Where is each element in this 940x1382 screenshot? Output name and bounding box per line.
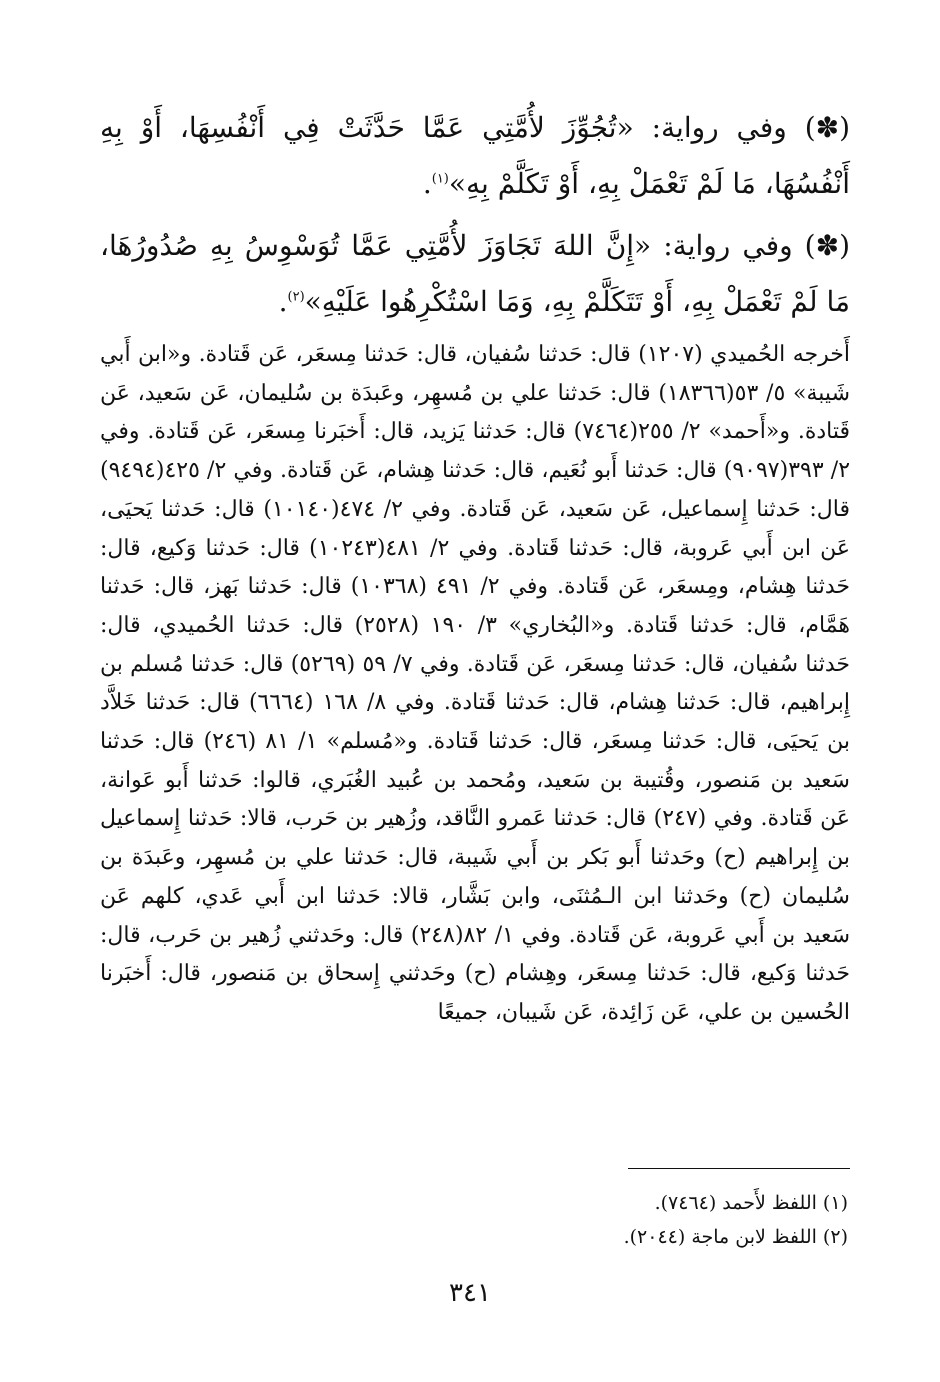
hadith-variant-1: (✽) وفي رواية: «تُجُوِّزَ لأُمَّتِي عَمَّا حَدَّثَتْ فِي أَنْفُسِهَا، أَوْ بِهِ أَنْفُسُهَا، مَا لَمْ تَعْمَلْ بِهِ، أَوْ تَكَلَّمْ بِهِ»$^{(١)}$. <box>100 111 850 200</box>
hadith-variant-1-text: (✽) وفي رواية: «تُجُوِّزَ لأُمَّتِي عَمَّا حَدَّثَتْ فِي أَنْفُسِهَا، أَوْ بِهِ أَنْفُسُهَا، مَا لَمْ تَعْمَلْ بِهِ، أَوْ تَكَلَّمْ بِهِ» <box>100 111 850 200</box>
footnote-ref-1: (١) <box>431 171 449 187</box>
hadith-variant-2: (✽) وفي رواية: «إِنَّ اللهَ تَجَاوَزَ لأُمَّتِي عَمَّا تُوَسْوِسُ بِهِ صُدُورُهَا، مَا لَمْ تَعْمَلْ بِهِ، أَوْ تَتَكَلَّمْ بِهِ، وَمَا اسْتُكْرِهُوا عَلَيْهِ»$^{(٢)}$. <box>100 229 850 318</box>
footnote-2: (٢) اللفظ لابن ماجة (٢٠٤٤). <box>623 1226 848 1248</box>
hadith-variant-2-text: (✽) وفي رواية: «إِنَّ اللهَ تَجَاوَزَ لأُمَّتِي عَمَّا تُوَسْوِسُ بِهِ صُدُورُهَا، مَا لَمْ تَعْمَلْ بِهِ، أَوْ تَتَكَلَّمْ بِهِ، وَمَا اسْتُكْرِهُوا عَلَيْهِ» <box>100 229 850 318</box>
page-number: ٣٤١ <box>449 1278 491 1308</box>
main-text <box>100 100 850 1033</box>
footnotes <box>100 1186 848 1254</box>
footnote-1: (١) اللفظ لأَحمد (٧٤٦٤). <box>654 1192 848 1214</box>
footnote-ref-2: (٢) <box>287 289 305 305</box>
takhrij-paragraph: أَخرجه الحُميدي (١٢٠٧) قال: حَدثنا سُفيان، قال: حَدثنا مِسعَر، عَن قَتادة. و«ابن أَبي شَيبة» ٥/ ٥٣(١٨٣٦٦) قال: حَدثنا علي بن مُسهِر، وعَبدَة بن سُليمان، عَن سَعيد، عَن قَتادة. و«أَحمد» ٢/ ٢٥٥(٧٤٦٤) قال: حَدثنا يَزيد، قال: أَخبَرنا مِسعَر، عَن قَتادة. وفي ٢/ ٣٩٣(٩٠٩٧) قال: حَدثنا أَبو نُعَيم، قال: حَدثنا هِشام، عَن قَتادة. وفي ٢/ ٤٢٥(٩٤٩٤) قال: حَدثنا إِسماعيل، عَن سَعيد، عَن قَتادة. وفي ٢/ ٤٧٤(١٠١٤٠) قال: حَدثنا يَحيَى، عَن ابن أَبي عَروبة، قال: حَدثنا قَتادة. وفي ٢/ ٤٨١(١٠٢٤٣) قال: حَدثنا وَكيع، قال: حَدثنا هِشام، ومِسعَر، عَن قَتادة. وفي ٢/ ٤٩١ (١٠٣٦٨) قال: حَدثنا بَهز، قال: حَدثنا هَمَّام، قال: حَدثنا قَتادة. و«البُخاري» ٣/ ١٩٠ (٢٥٢٨) قال: حَدثنا الحُميدي، قال: حَدثنا سُفيان، قال: حَدثنا مِسعَر، عَن قَتادة. وفي ٧/ ٥٩ (٥٢٦٩) قال: حَدثنا مُسلم بن إِبراهيم، قال: حَدثنا هِشام، قال: حَدثنا قَتادة. وفي ٨/ ١٦٨ (٦٦٦٤) قال: حَدثنا خَلاَّد بن يَحيَى، قال: حَدثنا مِسعَر، قال: حَدثنا قَتادة. و«مُسلم» ١/ ٨١ (٢٤٦) قال: حَدثنا سَعيد بن مَنصور، وقُتيبة بن سَعيد، ومُحمد بن عُبيد الغُبَري، قالوا: حَدثنا أَبو عَوانة، عَن قَتادة. وفي (٢٤٧) قال: حَدثنا عَمرو النَّاقد، وزُهير بن حَرب، قالا: حَدثنا إِسماعيل بن إِبراهيم (ح) وحَدثنا أَبو بَكر بن أَبي شَيبة، قال: حَدثنا علي بن مُسهِر، وعَبدَة بن سُليمان (ح) وحَدثنا ابن الـمُثنَى، وابن بَشَّار، قالا: حَدثنا ابن أَبي عَدي، كلهم عَن سَعيد بن أَبي عَروبة، عَن قَتادة. وفي ١/ ٨٢(٢٤٨) قال: وحَدثني زُهير بن حَرب، قال: حَدثنا وَكيع، قال: حَدثنا مِسعَر، وهِشام (ح) وحَدثني إِسحاق بن مَنصور، قال: أَخبَرنا الحُسين بن علي، عَن زَائِدة، عَن شَيبان، جميعًا <box>100 342 851 1025</box>
footnote-separator <box>628 1168 850 1169</box>
